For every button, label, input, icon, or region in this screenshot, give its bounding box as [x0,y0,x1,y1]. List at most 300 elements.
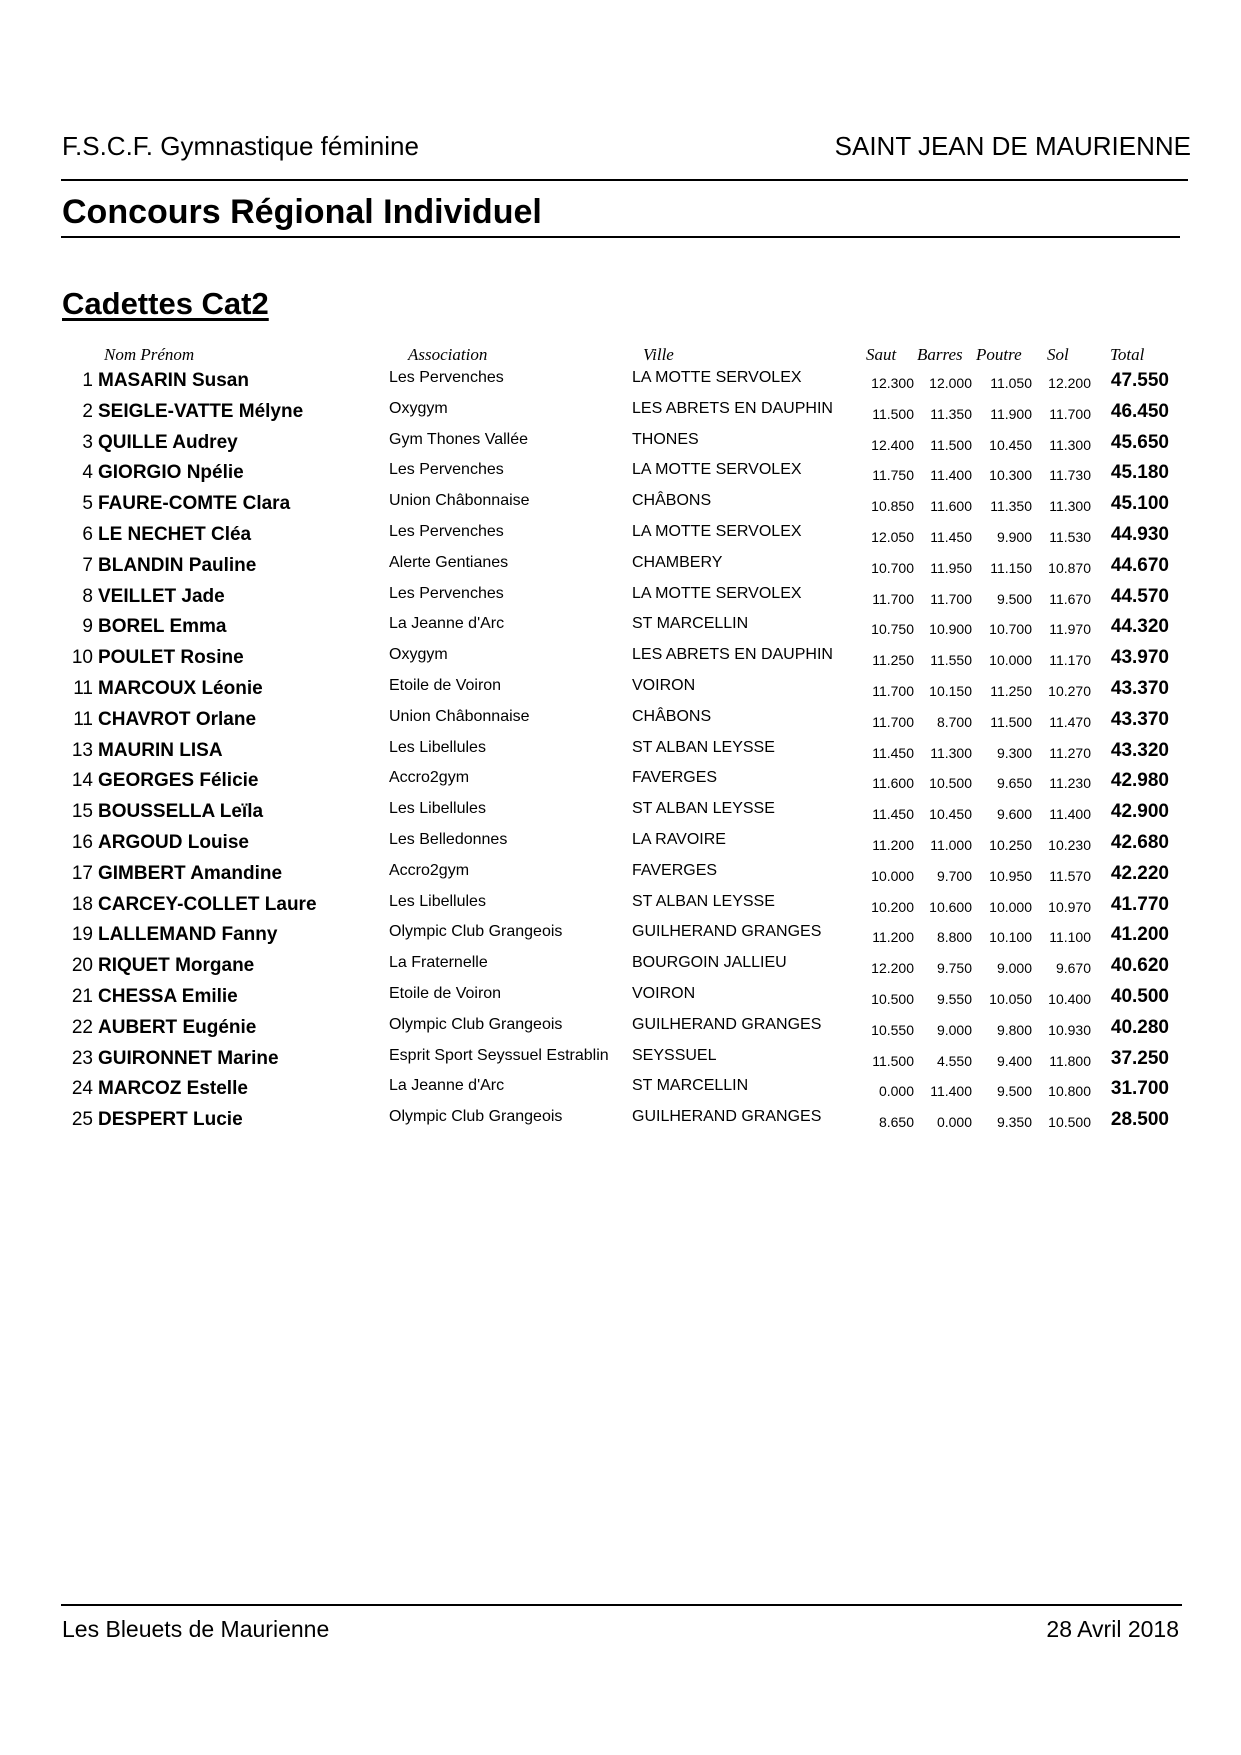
saut-score: 11.450 [872,806,914,823]
athlete-name [98,740,223,762]
total-score: 43.320 [1110,739,1169,761]
barres-score: 10.600 [929,898,972,915]
rank-cell: 17 [71,862,93,884]
association-cell: Les Libellules [389,738,486,756]
ville-cell: VOIRON [632,985,696,1002]
poutre-score: 10.100 [989,929,1032,946]
athlete-last-name: CHAVROT [98,708,191,730]
association-cell: Les Belledonnes [389,831,508,848]
ville-cell: VOIRON [632,677,696,694]
ville-cell: LES ABRETS EN DAUPHIN [632,399,833,417]
col-header-name: Nom Prénom [104,345,195,364]
saut-score: 11.600 [872,775,914,792]
rank-cell: 8 [82,585,93,607]
rank-cell: 24 [71,1078,93,1100]
total-score: 43.370 [1110,678,1169,699]
ville-cell: SEYSSUEL [632,1046,717,1064]
association-cell: Etoile de Voiron [389,985,502,1002]
total-score: 42.980 [1110,770,1169,792]
ville-cell: CHÂBONS [632,707,712,725]
rank-cell: 18 [71,893,93,915]
association-cell: Oxygym [389,399,448,417]
sol-score: 11.230 [1049,775,1091,792]
total-score: 45.180 [1110,462,1169,484]
saut-score: 11.200 [872,837,914,853]
ville-cell: LA MOTTE SERVOLEX [632,369,802,386]
sol-score: 11.730 [1049,467,1091,484]
table-row [0,493,1241,524]
ville-cell: LA MOTTE SERVOLEX [632,584,802,602]
barres-score: 0.000 [936,1114,972,1131]
athlete-last-name: AUBERT [98,1016,178,1038]
association-cell: Accro2gym [389,861,470,879]
athlete-first-name: Marine [217,1047,279,1069]
sol-score: 11.700 [1049,405,1091,422]
rank-cell: 5 [82,493,93,515]
sol-score: 11.400 [1049,806,1091,823]
sol-score: 10.400 [1048,991,1091,1007]
saut-score: 11.200 [872,929,914,946]
sol-score: 11.300 [1049,498,1091,515]
poutre-score: 11.250 [990,683,1032,699]
athlete-name [98,616,226,638]
athlete-last-name: RIQUET [98,955,170,977]
ville-cell: FAVERGES [632,769,718,787]
association-cell: Les Pervenches [389,369,504,386]
poutre-score: 9.500 [996,1083,1032,1100]
total-score: 42.220 [1110,862,1169,884]
barres-score: 11.400 [930,467,972,484]
table-row [0,647,1241,678]
athlete-first-name: Emilie [181,986,238,1007]
athlete-first-name: Léonie [201,678,263,699]
location-label: SAINT JEAN DE MAURIENNE [834,131,1191,161]
athlete-name [98,493,290,515]
association-cell: Accro2gym [389,769,470,787]
ville-cell: LA RAVOIRE [632,831,726,848]
athlete-first-name: Eugénie [182,1016,257,1038]
barres-score: 11.950 [930,559,972,576]
association-cell: Les Libellules [389,800,486,818]
athlete-last-name: ARGOUD [98,832,183,853]
barres-score: 11.500 [930,436,972,453]
ville-cell: FAVERGES [632,861,718,879]
athlete-last-name: CARCEY-COLLET [98,893,260,915]
total-score: 40.280 [1110,1016,1169,1038]
athlete-first-name: Npélie [186,462,244,484]
poutre-score: 9.650 [996,775,1032,792]
sol-score: 11.800 [1049,1052,1091,1069]
col-header-barres: Barres [917,345,963,364]
total-score: 44.930 [1110,524,1169,545]
rank-cell: 7 [82,554,93,576]
association-cell: Les Libellules [389,892,486,910]
barres-score: 8.800 [936,929,972,946]
table-row [0,401,1241,432]
saut-score: 12.300 [871,375,914,391]
rank-cell: 16 [71,832,93,853]
poutre-score: 10.300 [989,467,1032,484]
sol-score: 10.800 [1048,1083,1091,1100]
barres-score: 11.300 [930,744,972,761]
category-title: Cadettes Cat2 [62,286,269,321]
association-cell: La Jeanne d'Arc [389,1077,505,1095]
sol-score: 11.530 [1049,529,1091,545]
poutre-score: 9.400 [996,1052,1032,1069]
athlete-last-name: MASARIN [98,370,187,391]
athlete-first-name: Estelle [186,1078,248,1100]
athlete-first-name: Emma [169,616,227,638]
poutre-score: 9.900 [996,529,1032,545]
athlete-first-name: LISA [179,739,223,761]
total-score: 46.450 [1110,400,1169,422]
sol-score: 10.870 [1048,559,1091,576]
barres-score: 10.500 [929,775,972,792]
athlete-first-name: Jade [181,585,225,607]
association-cell: Olympic Club Grangeois [389,923,563,941]
ville-cell: CHÂBONS [632,492,712,510]
ville-cell: THONES [632,430,699,448]
table-row [0,894,1241,925]
sol-score: 11.970 [1049,621,1091,638]
rank-cell: 23 [71,1047,93,1069]
athlete-first-name: Leïla [219,801,264,823]
table-row [0,462,1241,493]
total-score: 31.700 [1110,1078,1169,1100]
sol-score: 11.300 [1049,436,1091,453]
athlete-first-name: Susan [191,370,249,391]
athlete-first-name: Amandine [190,862,283,884]
athlete-first-name: Rosine [180,647,244,669]
athlete-last-name: CHESSA [98,986,177,1007]
rank-cell: 6 [82,524,93,545]
ville-cell: ST MARCELLIN [632,1077,749,1095]
federation-label: F.S.C.F. Gymnastique féminine [62,131,419,161]
table-row [0,678,1241,709]
total-score: 43.970 [1110,647,1169,669]
athlete-last-name: DESPERT [98,1109,188,1131]
association-cell: Les Pervenches [389,584,504,602]
barres-score: 11.450 [930,529,972,545]
athlete-last-name: GIMBERT [98,862,186,884]
sol-score: 11.270 [1049,744,1091,761]
saut-score: 11.700 [872,713,914,730]
athlete-name [98,924,277,946]
saut-score: 12.400 [871,436,914,453]
table-row [0,770,1241,801]
total-score: 45.650 [1110,431,1169,453]
ville-cell: ST ALBAN LEYSSE [632,892,775,910]
table-row [0,524,1241,555]
saut-score: 11.450 [872,744,914,761]
table-row [0,801,1241,832]
barres-score: 8.700 [936,713,972,730]
ville-cell: ST ALBAN LEYSSE [632,738,775,756]
rank-cell: 25 [71,1109,93,1131]
poutre-score: 11.900 [990,405,1032,422]
athlete-first-name: Orlane [195,708,257,730]
ville-cell: LA MOTTE SERVOLEX [632,461,802,479]
barres-score: 9.700 [936,867,972,884]
total-score: 40.500 [1110,986,1169,1007]
ville-cell: GUILHERAND GRANGES [632,1108,822,1126]
athlete-first-name: Cléa [210,524,252,545]
page-title: Concours Régional Individuel [62,193,542,231]
table-row [0,986,1241,1017]
athlete-last-name: SEIGLE-VATTE [98,400,234,422]
barres-score: 12.000 [929,375,972,391]
total-score: 47.550 [1110,370,1169,391]
poutre-score: 9.000 [996,960,1032,977]
col-header-poutre: Poutre [976,345,1022,364]
athlete-last-name: VEILLET [98,585,177,607]
poutre-score: 10.250 [989,837,1032,853]
table-row [0,832,1241,863]
table-row [0,1078,1241,1109]
sol-score: 11.100 [1049,929,1091,946]
rank-cell: 11 [73,708,93,730]
col-header-total: Total [1110,345,1145,364]
association-cell: Les Pervenches [389,461,504,479]
poutre-score: 11.050 [990,375,1032,391]
table-row [0,1048,1241,1079]
athlete-name [98,555,256,577]
rank-cell: 15 [71,801,93,823]
association-cell: Olympic Club Grangeois [389,1108,563,1126]
barres-score: 10.450 [929,806,972,823]
col-header-saut: Saut [866,345,897,364]
athlete-name [98,401,303,423]
athlete-last-name: POULET [98,647,176,669]
barres-score: 4.550 [936,1052,972,1069]
saut-score: 11.500 [872,1052,914,1069]
athlete-last-name: GIORGIO [98,462,182,484]
rank-cell: 4 [82,462,93,484]
association-cell: La Fraternelle [389,954,488,972]
saut-score: 10.700 [871,559,914,576]
barres-score: 11.350 [930,405,972,422]
poutre-score: 10.700 [989,621,1032,638]
poutre-score: 9.600 [996,806,1032,823]
table-row [0,616,1241,647]
poutre-score: 11.150 [990,559,1032,576]
total-score: 28.500 [1110,1109,1169,1131]
sol-score: 10.230 [1048,837,1091,853]
association-cell: Esprit Sport Seyssuel Estrablin [389,1046,609,1064]
athlete-last-name: BLANDIN [98,554,184,576]
saut-score: 0.000 [878,1083,914,1100]
saut-score: 10.850 [871,498,914,515]
title-divider [61,236,1180,238]
table-row [0,740,1241,771]
association-cell: Les Pervenches [389,523,504,540]
barres-score: 9.550 [936,991,972,1007]
athlete-first-name: Lucie [193,1109,243,1131]
sol-score: 11.470 [1049,713,1091,730]
total-score: 40.620 [1110,955,1169,977]
athlete-name [98,370,249,392]
ville-cell: LES ABRETS EN DAUPHIN [632,646,833,664]
sol-score: 10.270 [1048,683,1091,699]
rank-cell: 21 [71,986,93,1007]
barres-score: 10.900 [929,621,972,638]
total-score: 44.570 [1110,585,1169,607]
table-row [0,370,1241,401]
table-row [0,709,1241,740]
barres-score: 10.150 [929,683,972,699]
table-row [0,555,1241,586]
rank-cell: 3 [82,431,93,453]
athlete-last-name: BOREL [98,616,165,638]
athlete-last-name: GUIRONNET [98,1047,212,1069]
athlete-first-name: Morgane [175,955,255,977]
association-cell: Oxygym [389,646,448,664]
athlete-first-name: Pauline [188,554,257,576]
athlete-name [98,986,238,1008]
barres-score: 9.750 [936,960,972,977]
total-score: 42.900 [1110,801,1169,823]
poutre-score: 9.300 [996,744,1032,761]
sol-score: 10.970 [1048,898,1091,915]
athlete-first-name: Fanny [221,924,278,946]
total-score: 41.770 [1110,893,1169,915]
athlete-last-name: LE NECHET [98,524,206,545]
sol-score: 10.500 [1048,1114,1091,1131]
rank-cell: 9 [82,616,93,638]
ville-cell: LA MOTTE SERVOLEX [632,523,802,540]
saut-score: 12.200 [871,960,914,977]
saut-score: 12.050 [871,529,914,545]
barres-score: 11.400 [930,1083,972,1100]
col-header-ville: Ville [643,345,674,364]
athlete-first-name: Mélyne [238,400,304,422]
athlete-last-name: MARCOZ [98,1078,182,1100]
athlete-first-name: Audrey [172,431,238,453]
barres-score: 11.700 [930,590,972,607]
athlete-name [98,1017,256,1039]
saut-score: 11.700 [872,683,914,699]
saut-score: 10.550 [871,1021,914,1038]
col-header-sol: Sol [1047,345,1069,364]
poutre-score: 10.450 [989,436,1032,453]
poutre-score: 10.000 [989,652,1032,669]
association-cell: Gym Thones Vallée [389,430,529,448]
barres-score: 9.000 [936,1021,972,1038]
rank-cell: 10 [71,647,93,669]
saut-score: 11.250 [872,652,914,669]
table-row [0,1109,1241,1140]
saut-score: 11.700 [872,590,914,607]
rank-cell: 20 [71,955,93,977]
athlete-last-name: GEORGES [98,770,195,792]
saut-score: 10.500 [871,991,914,1007]
saut-score: 10.200 [871,898,914,915]
poutre-score: 10.000 [989,898,1032,915]
sol-score: 10.930 [1048,1021,1091,1038]
ville-cell: GUILHERAND GRANGES [632,923,822,941]
col-header-association: Association [408,345,488,364]
sol-score: 12.200 [1048,375,1091,391]
sol-score: 11.170 [1049,652,1091,669]
header-divider [61,179,1188,181]
table-row [0,432,1241,463]
rank-cell: 1 [82,370,93,391]
rank-cell: 2 [82,400,93,422]
poutre-score: 9.350 [996,1114,1032,1131]
athlete-first-name: Louise [187,832,249,853]
ville-cell: ST MARCELLIN [632,615,749,633]
ville-cell: CHAMBERY [632,553,723,571]
athlete-last-name: MAURIN [98,739,174,761]
athlete-last-name: QUILLE [98,431,168,453]
athlete-first-name: Laure [264,893,317,915]
total-score: 37.250 [1110,1047,1169,1069]
athlete-name [98,801,263,823]
total-score: 43.370 [1110,708,1169,730]
rank-cell: 19 [71,924,93,946]
poutre-score: 10.050 [989,991,1032,1007]
association-cell: Alerte Gentianes [389,553,509,571]
total-score: 44.670 [1110,554,1169,576]
athlete-name [98,586,225,608]
table-row [0,863,1241,894]
athlete-name [98,1078,248,1100]
association-cell: Union Châbonnaise [389,707,530,725]
athlete-name [98,863,282,885]
rank-cell: 22 [71,1016,93,1038]
athlete-name [98,1048,279,1070]
table-row [0,924,1241,955]
association-cell: Olympic Club Grangeois [389,1015,563,1033]
total-score: 44.320 [1110,616,1169,638]
total-score: 41.200 [1110,924,1169,946]
rank-cell: 13 [71,739,93,761]
rank-cell: 14 [71,770,93,792]
athlete-name [98,770,259,792]
athlete-name [98,832,249,854]
barres-score: 11.000 [930,837,972,853]
athlete-name [98,462,244,484]
association-cell: Union Châbonnaise [389,492,530,510]
sol-score: 11.670 [1049,590,1091,607]
athlete-name [98,709,256,731]
athlete-name [98,955,254,977]
ville-cell: BOURGOIN JALLIEU [632,954,787,972]
athlete-last-name: MARCOUX [98,678,197,699]
athlete-last-name: BOUSSELLA [98,801,215,823]
poutre-score: 9.800 [996,1021,1032,1038]
poutre-score: 11.500 [990,713,1032,730]
footer-divider [61,1604,1182,1606]
ville-cell: GUILHERAND GRANGES [632,1015,822,1033]
ville-cell: ST ALBAN LEYSSE [632,800,775,818]
footer-club: Les Bleuets de Maurienne [62,1616,330,1642]
athlete-first-name: Félicie [199,770,259,792]
athlete-name [98,647,244,669]
sol-score: 11.570 [1049,867,1091,884]
table-row [0,1017,1241,1048]
table-row [0,955,1241,986]
association-cell: La Jeanne d'Arc [389,615,505,633]
rank-cell: 11 [73,678,93,699]
barres-score: 11.600 [930,498,972,515]
athlete-name [98,894,317,916]
total-score: 42.680 [1110,832,1169,853]
athlete-name [98,524,251,546]
athlete-first-name: Clara [242,493,291,515]
saut-score: 11.500 [872,405,914,422]
athlete-last-name: FAURE-COMTE [98,493,238,515]
